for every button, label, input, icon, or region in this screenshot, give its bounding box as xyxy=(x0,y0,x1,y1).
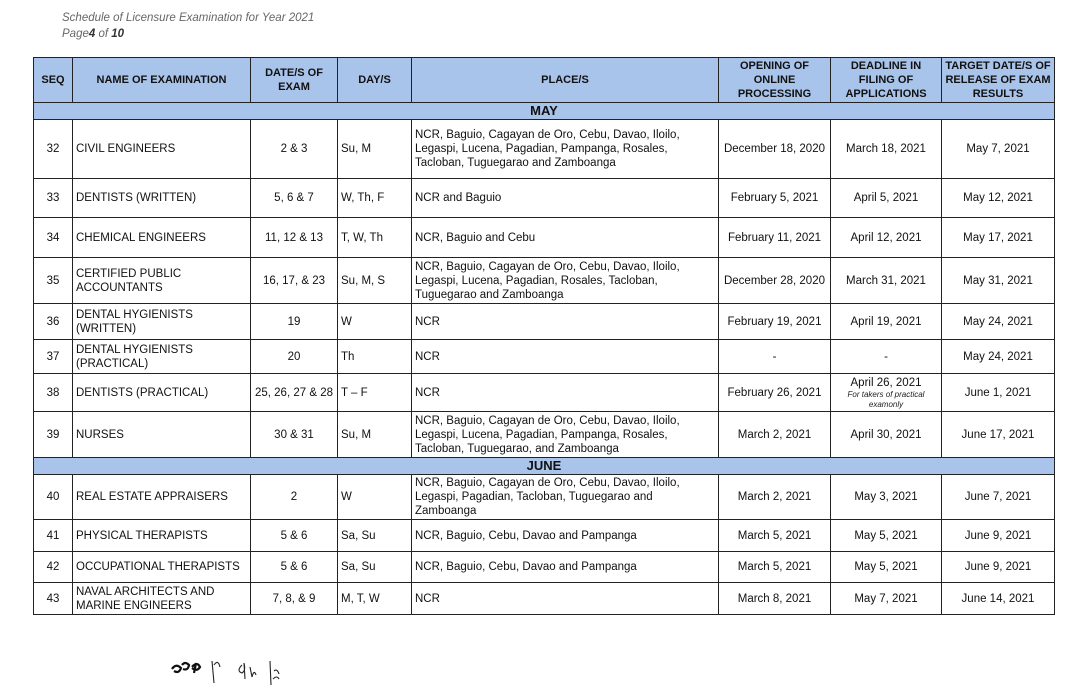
table-row xyxy=(34,583,1055,615)
opening-cell: March 2, 2021 xyxy=(719,475,831,520)
release-cell: June 9, 2021 xyxy=(942,520,1055,552)
release-cell: June 9, 2021 xyxy=(942,552,1055,583)
column-header-name: NAME OF EXAMINATION xyxy=(73,58,251,103)
places-cell: NCR, Baguio, Cebu, Davao and Pampanga xyxy=(412,520,719,552)
column-header-places: PLACE/S xyxy=(412,58,719,103)
exam-name-cell: DENTISTS (WRITTEN) xyxy=(73,179,251,218)
exam-dates-cell: 2 xyxy=(251,475,338,520)
exam-dates-cell: 19 xyxy=(251,304,338,340)
deadline-cell: - xyxy=(831,340,942,374)
deadline-value: April 26, 2021 xyxy=(850,376,922,389)
exam-days-cell: T – F xyxy=(338,374,412,412)
table-row xyxy=(34,218,1055,258)
release-cell: June 14, 2021 xyxy=(942,583,1055,615)
exam-days-cell: W, Th, F xyxy=(338,179,412,218)
page-current: 4 xyxy=(88,28,96,40)
month-row xyxy=(34,103,1055,120)
exam-days-cell: Su, M xyxy=(338,412,412,458)
deadline-cell: March 18, 2021 xyxy=(831,120,942,179)
release-cell: May 24, 2021 xyxy=(942,304,1055,340)
places-cell: NCR xyxy=(412,583,719,615)
exam-days-cell: Sa, Su xyxy=(338,552,412,583)
opening-cell: February 11, 2021 xyxy=(719,218,831,258)
exam-days-cell: W xyxy=(338,475,412,520)
page-of: of xyxy=(98,28,109,40)
opening-cell: March 5, 2021 xyxy=(719,552,831,583)
exam-name-cell: NURSES xyxy=(73,412,251,458)
table-row xyxy=(34,552,1055,583)
deadline-cell: May 7, 2021 xyxy=(831,583,942,615)
exam-days-cell: Su, M xyxy=(338,120,412,179)
opening-cell: February 26, 2021 xyxy=(719,374,831,412)
deadline-cell: March 31, 2021 xyxy=(831,258,942,304)
table-row xyxy=(34,179,1055,218)
handwritten-initials xyxy=(170,655,300,691)
places-cell: NCR, Baguio, Cagayan de Oro, Cebu, Davao, Iloilo, Legaspi, Lucena, Pagadian, Pampanga, Rosales, Tacloban, Tuguegarao, and Zamboanga xyxy=(412,412,719,458)
deadline-cell: May 5, 2021 xyxy=(831,552,942,583)
column-header-seq: SEQ xyxy=(34,58,73,103)
opening-cell: March 2, 2021 xyxy=(719,412,831,458)
release-cell: June 1, 2021 xyxy=(942,374,1055,412)
seq-cell: 41 xyxy=(34,520,73,552)
table-row xyxy=(34,374,1055,412)
column-header-release: TARGET DATE/S OF RELEASE OF EXAM RESULTS xyxy=(942,58,1055,103)
column-header-days: DAY/S xyxy=(338,58,412,103)
release-cell: May 7, 2021 xyxy=(942,120,1055,179)
exam-name-cell: CHEMICAL ENGINEERS xyxy=(73,218,251,258)
exam-name-cell: DENTAL HYGIENISTS (WRITTEN) xyxy=(73,304,251,340)
places-cell: NCR, Baguio, Cagayan de Oro, Cebu, Davao, Iloilo, Legaspi, Lucena, Pagadian, Pampanga, Rosales, Tacloban, Tuguegarao and Zamboanga xyxy=(412,120,719,179)
release-cell: May 24, 2021 xyxy=(942,340,1055,374)
places-cell: NCR xyxy=(412,304,719,340)
seq-cell: 38 xyxy=(34,374,73,412)
exam-schedule-table xyxy=(33,57,1055,615)
exam-name-cell: OCCUPATIONAL THERAPISTS xyxy=(73,552,251,583)
page-prefix: Page xyxy=(62,28,89,40)
places-cell: NCR and Baguio xyxy=(412,179,719,218)
deadline-cell: May 3, 2021 xyxy=(831,475,942,520)
deadline-cell: April 12, 2021 xyxy=(831,218,942,258)
exam-dates-cell: 11, 12 & 13 xyxy=(251,218,338,258)
exam-days-cell: M, T, W xyxy=(338,583,412,615)
release-cell: May 17, 2021 xyxy=(942,218,1055,258)
places-cell: NCR, Baguio and Cebu xyxy=(412,218,719,258)
deadline-cell: May 5, 2021 xyxy=(831,520,942,552)
exam-days-cell: W xyxy=(338,304,412,340)
release-cell: June 17, 2021 xyxy=(942,412,1055,458)
table-row xyxy=(34,304,1055,340)
table-body xyxy=(34,103,1055,615)
deadline-cell xyxy=(831,374,942,412)
exam-name-cell: PHYSICAL THERAPISTS xyxy=(73,520,251,552)
exam-name-cell: DENTISTS (PRACTICAL) xyxy=(73,374,251,412)
table-header-row xyxy=(34,58,1055,103)
exam-name-cell: CERTIFIED PUBLIC ACCOUNTANTS xyxy=(73,258,251,304)
deadline-cell: April 5, 2021 xyxy=(831,179,942,218)
table-row xyxy=(34,520,1055,552)
seq-cell: 34 xyxy=(34,218,73,258)
places-cell: NCR, Baguio, Cagayan de Oro, Cebu, Davao, Iloilo, Legaspi, Pagadian, Tacloban, Tuguegarao and Zamboanga xyxy=(412,475,719,520)
opening-cell: December 18, 2020 xyxy=(719,120,831,179)
seq-cell: 43 xyxy=(34,583,73,615)
exam-dates-cell: 5 & 6 xyxy=(251,552,338,583)
page-total: 10 xyxy=(111,28,125,40)
release-cell: May 31, 2021 xyxy=(942,258,1055,304)
opening-cell: February 19, 2021 xyxy=(719,304,831,340)
table-row xyxy=(34,475,1055,520)
exam-dates-cell: 5 & 6 xyxy=(251,520,338,552)
document-header xyxy=(62,10,314,42)
seq-cell: 33 xyxy=(34,179,73,218)
exam-dates-cell: 30 & 31 xyxy=(251,412,338,458)
seq-cell: 37 xyxy=(34,340,73,374)
places-cell: NCR, Baguio, Cebu, Davao and Pampanga xyxy=(412,552,719,583)
page-indicator xyxy=(62,26,314,42)
column-header-dates: DATE/S OF EXAM xyxy=(251,58,338,103)
seq-cell: 35 xyxy=(34,258,73,304)
table-row xyxy=(34,412,1055,458)
opening-cell: December 28, 2020 xyxy=(719,258,831,304)
seq-cell: 40 xyxy=(34,475,73,520)
exam-dates-cell: 7, 8, & 9 xyxy=(251,583,338,615)
exam-days-cell: Su, M, S xyxy=(338,258,412,304)
exam-name-cell: REAL ESTATE APPRAISERS xyxy=(73,475,251,520)
seq-cell: 32 xyxy=(34,120,73,179)
seq-cell: 39 xyxy=(34,412,73,458)
exam-dates-cell: 25, 26, 27 & 28 xyxy=(251,374,338,412)
month-label: JUNE xyxy=(34,458,1055,475)
opening-cell: March 5, 2021 xyxy=(719,520,831,552)
table-row xyxy=(34,340,1055,374)
opening-cell: March 8, 2021 xyxy=(719,583,831,615)
exam-name-cell: CIVIL ENGINEERS xyxy=(73,120,251,179)
exam-dates-cell: 16, 17, & 23 xyxy=(251,258,338,304)
exam-days-cell: T, W, Th xyxy=(338,218,412,258)
places-cell: NCR, Baguio, Cagayan de Oro, Cebu, Davao, Iloilo, Legaspi, Lucena, Pagadian, Rosales, Tacloban, Tuguegarao and Zamboanga xyxy=(412,258,719,304)
release-cell: May 12, 2021 xyxy=(942,179,1055,218)
table-row xyxy=(34,120,1055,179)
month-label: MAY xyxy=(34,103,1055,120)
exam-days-cell: Sa, Su xyxy=(338,520,412,552)
exam-dates-cell: 2 & 3 xyxy=(251,120,338,179)
exam-dates-cell: 20 xyxy=(251,340,338,374)
exam-name-cell: NAVAL ARCHITECTS AND MARINE ENGINEERS xyxy=(73,583,251,615)
column-header-deadline: DEADLINE IN FILING OF APPLICATIONS xyxy=(831,58,942,103)
month-row xyxy=(34,458,1055,475)
exam-name-cell: DENTAL HYGIENISTS (PRACTICAL) xyxy=(73,340,251,374)
column-header-opening: OPENING OF ONLINE PROCESSING xyxy=(719,58,831,103)
exam-days-cell: Th xyxy=(338,340,412,374)
deadline-cell: April 19, 2021 xyxy=(831,304,942,340)
places-cell: NCR xyxy=(412,374,719,412)
opening-cell: February 5, 2021 xyxy=(719,179,831,218)
seq-cell: 36 xyxy=(34,304,73,340)
deadline-note: For takers of practical examonly xyxy=(847,389,925,409)
exam-dates-cell: 5, 6 & 7 xyxy=(251,179,338,218)
table-row xyxy=(34,258,1055,304)
document-title: Schedule of Licensure Examination for Year 2021 xyxy=(62,12,315,24)
seq-cell: 42 xyxy=(34,552,73,583)
deadline-cell: April 30, 2021 xyxy=(831,412,942,458)
opening-cell: - xyxy=(719,340,831,374)
places-cell: NCR xyxy=(412,340,719,374)
release-cell: June 7, 2021 xyxy=(942,475,1055,520)
